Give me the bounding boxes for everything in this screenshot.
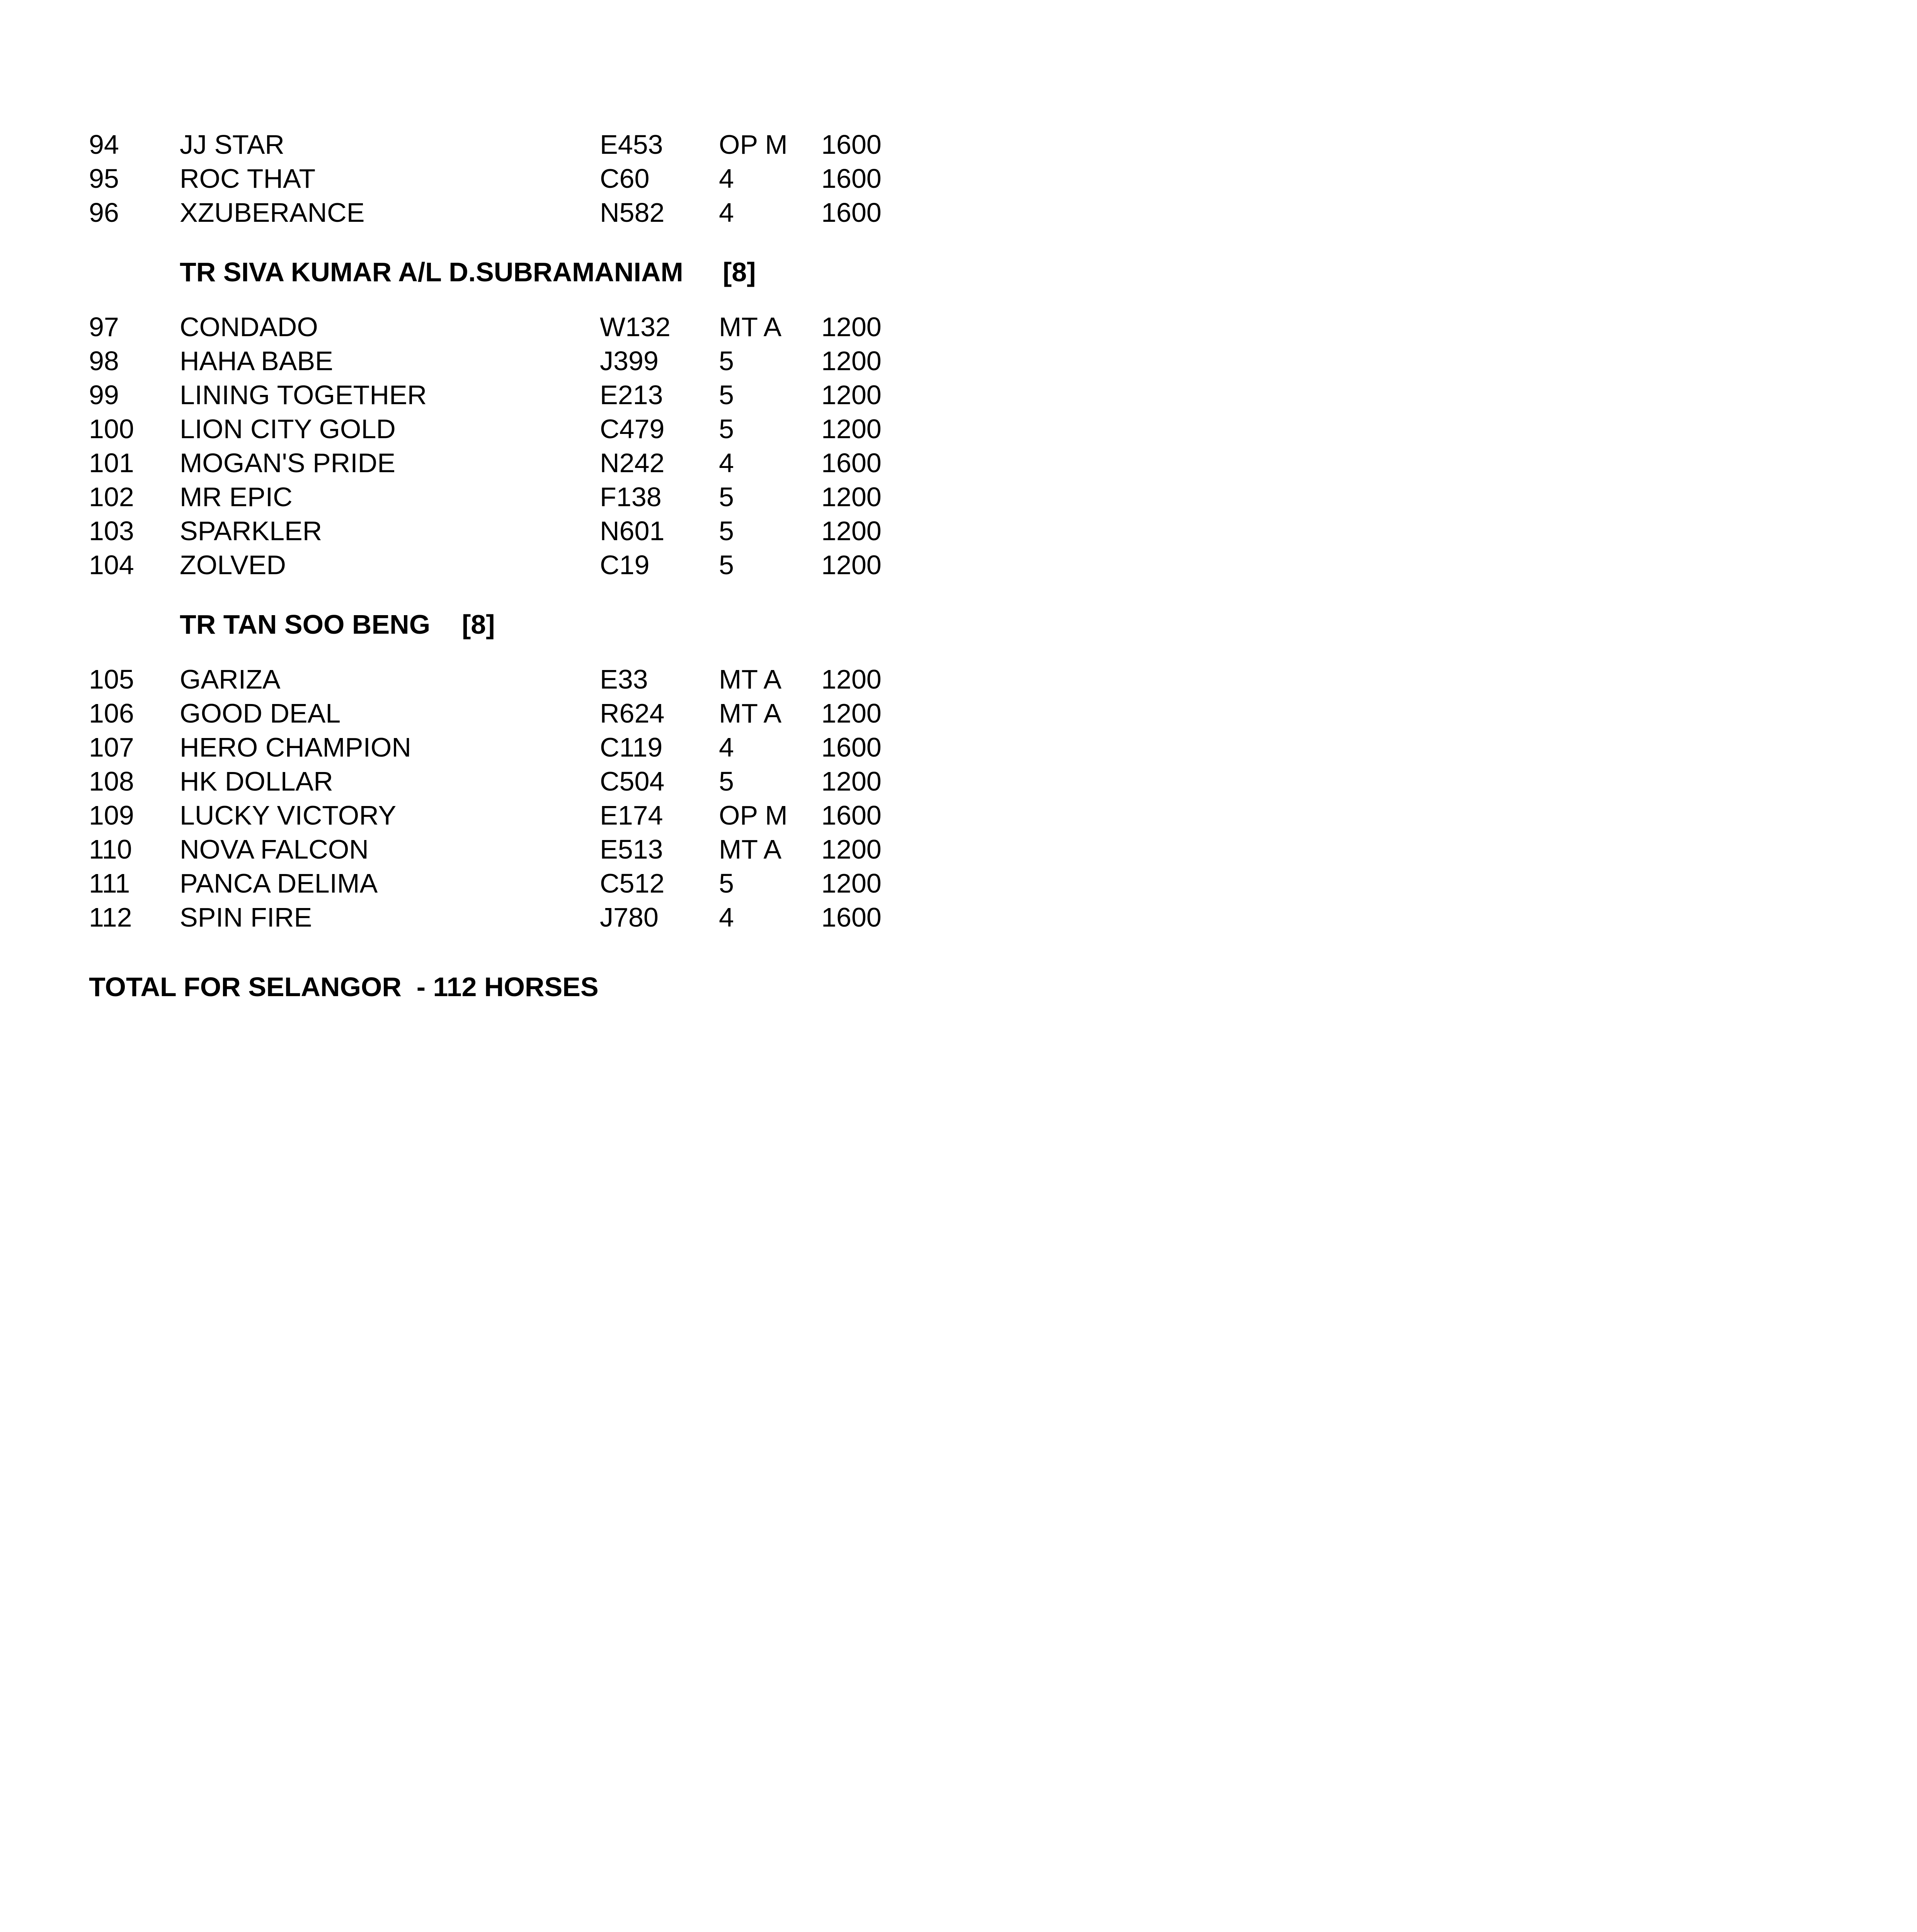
- horse-code: E453: [600, 129, 663, 160]
- horse-rating: 5: [719, 380, 734, 410]
- horse-code: E213: [600, 380, 663, 410]
- horse-number: 94: [89, 129, 119, 160]
- horse-number: 109: [89, 800, 134, 830]
- horse-row: [0, 344, 928, 378]
- horse-rating: 5: [719, 414, 734, 444]
- horse-code: N242: [600, 448, 665, 478]
- total-summary: TOTAL FOR SELANGOR - 112 HORSES: [89, 972, 599, 1002]
- horse-row: [0, 866, 928, 900]
- horse-distance: 1600: [821, 197, 882, 228]
- horse-code: E33: [600, 664, 648, 694]
- horse-name: SPIN FIRE: [180, 902, 312, 932]
- horse-number: 107: [89, 732, 134, 762]
- horse-number: 112: [89, 902, 132, 932]
- horse-name: MR EPIC: [180, 482, 293, 512]
- horse-name: JJ STAR: [180, 129, 284, 160]
- horse-name: CONDADO: [180, 312, 318, 342]
- horse-rating: MT A: [719, 312, 782, 342]
- horse-name: LION CITY GOLD: [180, 414, 396, 444]
- horse-distance: 1200: [821, 766, 882, 796]
- horse-row: [0, 378, 928, 412]
- horse-name: HK DOLLAR: [180, 766, 333, 796]
- horse-code: R624: [600, 698, 665, 728]
- horse-row: [0, 832, 928, 866]
- horse-distance: 1200: [821, 414, 882, 444]
- horse-number: 102: [89, 482, 134, 512]
- horse-row: [0, 798, 928, 832]
- horse-row: [0, 662, 928, 696]
- horse-distance: 1200: [821, 834, 882, 864]
- horse-name: LINING TOGETHER: [180, 380, 427, 410]
- horse-row: [0, 196, 928, 230]
- horse-rating: 5: [719, 346, 734, 376]
- horse-rating: OP M: [719, 129, 788, 160]
- horse-distance: 1200: [821, 664, 882, 694]
- horse-code: W132: [600, 312, 671, 342]
- horse-row: [0, 696, 928, 730]
- horse-distance: 1200: [821, 346, 882, 376]
- horse-code: C19: [600, 550, 650, 580]
- horse-code: C479: [600, 414, 665, 444]
- horse-rating: 4: [719, 732, 734, 762]
- horse-number: 96: [89, 197, 119, 228]
- horse-distance: 1200: [821, 380, 882, 410]
- horse-row: [0, 730, 928, 764]
- horse-rating: OP M: [719, 800, 788, 830]
- horse-rating: 4: [719, 902, 734, 932]
- horse-name: ROC THAT: [180, 163, 316, 194]
- horse-row: [0, 514, 928, 548]
- trainer-heading: [0, 255, 928, 289]
- horse-code: J780: [600, 902, 659, 932]
- horse-distance: 1200: [821, 550, 882, 580]
- horse-name: XZUBERANCE: [180, 197, 365, 228]
- horse-number: 95: [89, 163, 119, 194]
- horse-row: [0, 764, 928, 798]
- trainer-horse-count: [8]: [462, 609, 495, 639]
- horse-code: C119: [600, 732, 663, 762]
- horse-code: C512: [600, 868, 665, 898]
- horse-code: E513: [600, 834, 663, 864]
- horse-name: ZOLVED: [180, 550, 286, 580]
- horse-row: [0, 480, 928, 514]
- horse-rating: 4: [719, 448, 734, 478]
- horse-code: C504: [600, 766, 665, 796]
- horse-rating: MT A: [719, 698, 782, 728]
- trainer-name: TR TAN SOO BENG: [180, 609, 431, 639]
- horse-rating: 5: [719, 766, 734, 796]
- horse-row: [0, 162, 928, 196]
- horse-row: [0, 446, 928, 480]
- horse-rating: MT A: [719, 664, 782, 694]
- horse-name: GOOD DEAL: [180, 698, 341, 728]
- horse-row: [0, 412, 928, 446]
- horse-name: MOGAN'S PRIDE: [180, 448, 395, 478]
- horse-distance: 1200: [821, 698, 882, 728]
- horse-distance: 1200: [821, 312, 882, 342]
- horse-rating: 5: [719, 550, 734, 580]
- horse-number: 100: [89, 414, 134, 444]
- horse-distance: 1600: [821, 448, 882, 478]
- trainer-heading: [0, 607, 928, 641]
- horse-number: 99: [89, 380, 119, 410]
- horse-row: [0, 548, 928, 582]
- horse-distance: 1200: [821, 516, 882, 546]
- horse-distance: 1200: [821, 482, 882, 512]
- horse-number: 104: [89, 550, 134, 580]
- horse-number: 101: [89, 448, 134, 478]
- horse-name: SPARKLER: [180, 516, 322, 546]
- horse-code: E174: [600, 800, 663, 830]
- horse-name: HAHA BABE: [180, 346, 333, 376]
- horse-distance: 1600: [821, 902, 882, 932]
- horse-number: 97: [89, 312, 119, 342]
- horse-rating: 5: [719, 516, 734, 546]
- horse-number: 103: [89, 516, 134, 546]
- horse-code: N582: [600, 197, 665, 228]
- horse-code: F138: [600, 482, 662, 512]
- horse-code: C60: [600, 163, 650, 194]
- horse-distance: 1200: [821, 868, 882, 898]
- trainer-horse-count: [8]: [723, 257, 756, 287]
- horse-name: PANCA DELIMA: [180, 868, 378, 898]
- horse-row: [0, 310, 928, 344]
- horse-distance: 1600: [821, 732, 882, 762]
- horse-rating: MT A: [719, 834, 782, 864]
- horse-name: NOVA FALCON: [180, 834, 369, 864]
- horse-number: 106: [89, 698, 134, 728]
- trainer-name: TR SIVA KUMAR A/L D.SUBRAMANIAM: [180, 257, 683, 287]
- horse-number: 98: [89, 346, 119, 376]
- horse-row: [0, 900, 928, 934]
- horse-name: LUCKY VICTORY: [180, 800, 397, 830]
- horse-code: J399: [600, 346, 659, 376]
- horse-distance: 1600: [821, 129, 882, 160]
- horse-rating: 4: [719, 197, 734, 228]
- horse-number: 110: [89, 834, 132, 864]
- horse-number: 108: [89, 766, 134, 796]
- horse-number: 105: [89, 664, 134, 694]
- horse-rating: 4: [719, 163, 734, 194]
- horse-rating: 5: [719, 482, 734, 512]
- horse-row: [0, 128, 928, 162]
- horse-number: 111: [89, 868, 130, 898]
- horse-name: GARIZA: [180, 664, 281, 694]
- horse-name: HERO CHAMPION: [180, 732, 411, 762]
- horse-distance: 1600: [821, 163, 882, 194]
- horse-rating: 5: [719, 868, 734, 898]
- horse-code: N601: [600, 516, 665, 546]
- horse-distance: 1600: [821, 800, 882, 830]
